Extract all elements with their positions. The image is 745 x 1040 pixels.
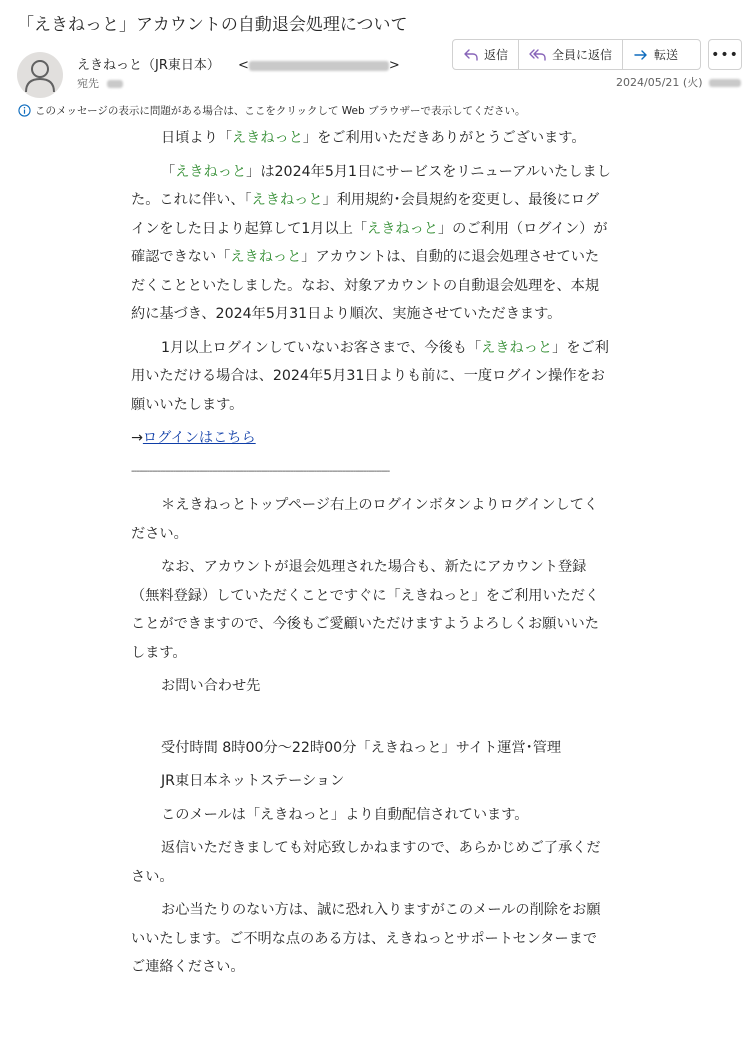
sender-line[interactable] bbox=[77, 54, 400, 73]
view-in-browser-notice[interactable] bbox=[18, 103, 526, 118]
text: 」アカウントは、自動的に退会処理させていただくことといたしました。なお、対象アカウントの自動退会処理を、本規約に基づき、2024年5月31日より順次、実施させていただきます。 bbox=[131, 249, 600, 322]
text: 」のご利用（ログイン）が確認できない「 bbox=[131, 220, 608, 265]
sender-name[interactable]: えきねっと（JR東日本） bbox=[77, 58, 220, 73]
sent-date bbox=[616, 74, 741, 90]
brand-name: えきねっと bbox=[251, 192, 323, 208]
email-subject: 「えきねっと」アカウントの自動退会処理について bbox=[17, 15, 408, 35]
info-icon bbox=[18, 104, 31, 117]
brand-name: えきねっと bbox=[231, 130, 303, 146]
contact-company: JR東日本ネットステーション bbox=[161, 773, 345, 789]
recipient-line bbox=[77, 75, 123, 91]
reply-all-button[interactable] bbox=[519, 40, 623, 69]
brand-name: えきねっと bbox=[230, 249, 302, 265]
auto-sent-notice: このメールは「えきねっと」より自動配信されています。 bbox=[161, 806, 529, 823]
login-link[interactable]: ログインはこちら bbox=[142, 430, 256, 446]
forward-button[interactable] bbox=[623, 40, 688, 69]
text: 」をご利用いただける場合は、2024年5月31日よりも前に、一度ログイン操作をお願いいたします。 bbox=[131, 339, 609, 413]
info-bar-text: このメッセージの表示に問題がある場合は、ここをクリックして Web ブラウザーで表示してください。 bbox=[35, 105, 526, 117]
contact-hours: 受付時間 8時00分～22時00分「えきねっと」サイト運営･管理 bbox=[161, 739, 562, 756]
text: 1月以上ログインしていないお客さまで、今後も「 bbox=[161, 339, 482, 356]
reply-label: 返信 bbox=[484, 48, 509, 62]
more-actions-button[interactable]: ••• bbox=[708, 39, 742, 70]
message-body bbox=[131, 124, 611, 987]
to-label: 宛先 bbox=[77, 77, 99, 90]
closing-paragraph: お心当たりのない方は、誠に恐れ入りますがこのメールの削除をお願いいたします。ご不明な点のある方は、えきねっとサポートセンターまでご連絡ください。 bbox=[131, 902, 601, 975]
text: 」利用規約･会員規約を変更し、最後にログインをした日より起算して1月以上「 bbox=[131, 192, 600, 237]
forward-label: 転送 bbox=[654, 48, 679, 62]
contact-heading: お問い合わせ先 bbox=[161, 678, 261, 694]
reply-all-label: 全員に返信 bbox=[552, 48, 613, 62]
login-instruction: ＊えきねっとトップページ右上のログインボタンよりログインしてください。 bbox=[131, 497, 599, 542]
text: 日頃より「 bbox=[161, 130, 232, 146]
arrow: → bbox=[131, 430, 143, 446]
no-reply-notice: 返信いただきましても対応致しかねますので、あらかじめご了承ください。 bbox=[131, 840, 601, 885]
forward-icon bbox=[633, 47, 649, 63]
time-redacted bbox=[709, 79, 741, 87]
reply-all-icon bbox=[529, 47, 547, 63]
login-request-paragraph bbox=[131, 334, 611, 420]
reply-icon bbox=[463, 47, 479, 63]
brand-name: えきねっと bbox=[367, 220, 438, 237]
text: 」をご利用いただきありがとうございます。 bbox=[302, 130, 586, 146]
divider-rule: --------------------------------------------------------------------------------------------------- bbox=[131, 465, 390, 477]
recipient-redacted bbox=[107, 80, 123, 88]
sender-avatar[interactable] bbox=[17, 52, 63, 98]
brand-name: えきねっと bbox=[481, 339, 553, 356]
brand-name: えきねっと bbox=[175, 163, 247, 180]
sender-address-redacted: < > bbox=[238, 58, 400, 73]
text: 「 bbox=[161, 163, 176, 180]
message-actions bbox=[452, 39, 701, 70]
re-register-paragraph: なお、アカウントが退会処理された場合も、新たにアカウント登録（無料登録）していただくことですぐに「えきねっと」をご利用いただくことができますので、今後もご愛顧いただけますようよろしくお願いいたします。 bbox=[131, 559, 600, 661]
date-text: 2024/05/21 (火) bbox=[616, 76, 703, 89]
greeting-paragraph bbox=[131, 124, 611, 153]
person-icon bbox=[17, 52, 63, 98]
login-link-line bbox=[131, 424, 611, 453]
renewal-paragraph bbox=[131, 158, 611, 329]
reply-button[interactable] bbox=[453, 40, 519, 69]
text: 」は2024年5月1日にサービスをリニューアルいたしました。これに伴い、「 bbox=[131, 163, 611, 208]
